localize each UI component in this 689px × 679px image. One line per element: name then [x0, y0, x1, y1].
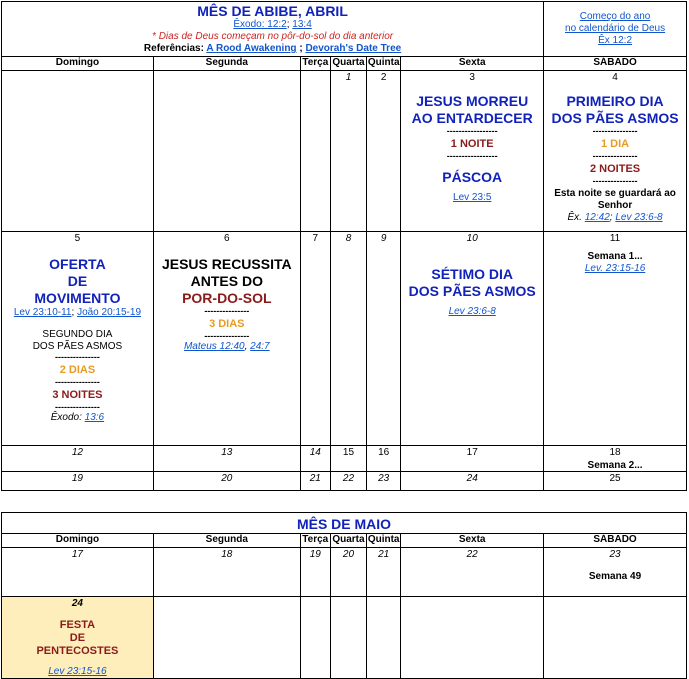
day-cell	[330, 446, 366, 472]
day-number: 19	[71, 473, 83, 484]
may-week-row-2	[2, 597, 687, 679]
day-cell-passover	[401, 71, 544, 232]
day-number: 16	[378, 447, 390, 458]
day-cell	[367, 232, 401, 446]
day-number: 24	[71, 598, 83, 609]
references	[2, 43, 543, 55]
divider: ---------------	[592, 126, 638, 136]
wave-offering-l1: OFERTA	[49, 256, 106, 272]
day-number: 2	[380, 72, 387, 83]
day-number: 17	[466, 447, 478, 458]
second-day-l2: DOS PÃES ASMOS	[32, 341, 123, 352]
day-number: 17	[71, 549, 83, 560]
weekday-monday: Segunda	[153, 57, 300, 71]
two-nights-label: 2 NOITES	[590, 163, 641, 175]
jesus-died-title-l2: AO ENTARDECER	[411, 110, 533, 126]
day-number: 4	[612, 72, 618, 83]
day-cell	[367, 446, 401, 472]
three-nights-label: 3 NOITES	[52, 389, 103, 401]
year-start-line2[interactable]: no calendário de Deus	[565, 23, 666, 34]
day-cell	[330, 71, 366, 232]
separator: ,	[244, 341, 251, 352]
day-cell	[300, 472, 330, 491]
april-header	[2, 2, 544, 57]
mateus-24-7-link[interactable]: 24:7	[250, 341, 270, 352]
day-number: 5	[74, 233, 81, 244]
april-calendar	[1, 1, 687, 491]
week-row-2	[2, 232, 687, 446]
day-number: 21	[378, 549, 390, 560]
wave-offering-l3: MOVIMENTO	[34, 290, 121, 306]
divider: ---------------	[592, 151, 638, 161]
week-2-label: Semana 2...	[587, 460, 643, 471]
pentecost-l1: FESTA	[59, 619, 96, 631]
exodus-lev-refs	[544, 212, 686, 224]
days-note: * Dias de Deus começam no pôr-do-sol do dia anterior	[152, 31, 394, 42]
day-number: 11	[609, 233, 621, 244]
day-cell	[401, 446, 544, 472]
may-week-row-1	[2, 548, 687, 597]
day-cell	[300, 446, 330, 472]
day-cell-week1	[544, 232, 687, 446]
seventh-day-l2: DOS PÃES ASMOS	[408, 283, 536, 299]
day-number: 6	[224, 233, 230, 244]
day-cell	[153, 472, 300, 491]
divider: ---------------	[204, 331, 250, 341]
one-day-label: 1 DIA	[601, 138, 630, 150]
day-cell-empty	[153, 71, 300, 232]
day-number: 14	[309, 447, 321, 458]
day-cell-first-unleavened	[544, 71, 687, 232]
resurrection-l3: POR-DO-SOL	[182, 290, 272, 306]
day-cell	[330, 232, 366, 446]
exodus-12-2-link[interactable]: Êxodo: 12:2	[233, 19, 287, 30]
day-cell	[330, 472, 366, 491]
day-cell	[401, 472, 544, 491]
april-exodus-ref	[2, 19, 543, 31]
mateus-12-40-link[interactable]: Mateus 12:40	[183, 341, 245, 352]
day-cell-empty	[330, 597, 366, 679]
resurrection-l1: JESUS RECUSSITA	[161, 256, 292, 272]
ref-prefix: Êx.	[567, 212, 585, 223]
week-row-4	[2, 472, 687, 491]
week-row-3	[2, 446, 687, 472]
divider: ---------------	[54, 352, 100, 362]
day-number: 21	[309, 473, 321, 484]
pentecost-l3: PENTECOSTES	[36, 645, 119, 657]
divider: ---------------	[54, 377, 100, 387]
day-cell-resurrection	[153, 232, 300, 446]
year-start-cell	[544, 2, 687, 57]
day-number: 18	[609, 447, 621, 458]
day-number: 24	[466, 473, 478, 484]
weekday-thursday: Quinta	[367, 534, 401, 548]
day-cell-week2	[544, 446, 687, 472]
lev-23-15-16-link[interactable]: Lev. 23:15-16	[584, 263, 646, 274]
day-number: 20	[221, 473, 233, 484]
lev-23-15-16-link[interactable]: Lev 23:15-16	[48, 666, 107, 677]
divider: -----------------	[446, 151, 498, 161]
may-header	[2, 513, 687, 534]
day-cell	[367, 71, 401, 232]
day-cell	[330, 548, 366, 597]
day-cell	[401, 548, 544, 597]
day-cell	[2, 472, 154, 491]
day-cell	[300, 232, 330, 446]
year-start-line1[interactable]: Começo do ano	[579, 11, 651, 22]
seventh-day-l1: SÉTIMO DIA	[431, 266, 514, 282]
day-cell	[153, 446, 300, 472]
day-cell-empty	[300, 71, 330, 232]
day-number: 23	[609, 549, 621, 560]
year-start-ref[interactable]: Êx 12:2	[598, 35, 633, 46]
day-number: 7	[312, 233, 319, 244]
day-cell-wave-offering	[2, 232, 154, 446]
day-number: 13	[221, 447, 233, 458]
resurrection-l2: ANTES DO	[190, 273, 263, 289]
pentecost-l2: DE	[69, 632, 86, 644]
exodus-13-4-link[interactable]: 13:4	[292, 19, 312, 30]
separator: ;	[286, 19, 293, 30]
week-49-label: Semana 49	[588, 571, 642, 582]
day-cell-empty	[2, 71, 154, 232]
weekday-saturday: SÁBADO	[544, 57, 687, 71]
rood-awakening-link[interactable]: A Rood Awakening	[206, 43, 297, 54]
may-title: MÊS DE MAIO	[296, 515, 392, 532]
day-number: 23	[378, 473, 390, 484]
weekday-sunday: Domingo	[2, 57, 154, 71]
day-cell	[2, 548, 154, 597]
separator: ;	[609, 212, 616, 223]
day-cell	[2, 446, 154, 472]
exodus-13-6-link[interactable]: 13:6	[84, 412, 105, 423]
day-cell	[153, 548, 300, 597]
april-title: MÊS DE ABIBE, ABRIL	[197, 3, 348, 19]
day-cell-empty	[300, 597, 330, 679]
separator: ;	[71, 307, 78, 318]
weekday-wednesday: Quarta	[330, 57, 366, 71]
day-number: 22	[342, 473, 355, 484]
day-number: 8	[345, 233, 352, 244]
weekday-saturday: SÁBADO	[544, 534, 687, 548]
weekday-tuesday: Terça	[300, 534, 330, 548]
joao-20-15-19-link[interactable]: João 20:15-19	[77, 307, 142, 318]
lev-23-10-11-link[interactable]: Lev 23:10-11	[13, 307, 72, 318]
lev-23-6-8-link[interactable]: Lev 23:6-8	[615, 212, 663, 223]
weekday-friday: Sexta	[401, 57, 544, 71]
day-number: 15	[342, 447, 355, 458]
jesus-died-title-l1: JESUS MORREU	[416, 93, 529, 109]
day-number: 3	[469, 72, 475, 83]
wave-offering-l2: DE	[67, 273, 88, 289]
exodus-12-42-link[interactable]: 12:42	[584, 212, 610, 223]
day-cell	[367, 472, 401, 491]
lev-23-5-link[interactable]: Lev 23:5	[453, 192, 492, 203]
week-row-1	[2, 71, 687, 232]
passover-label: PÁSCOA	[442, 169, 503, 185]
day-cell-empty	[153, 597, 300, 679]
weekday-wednesday: Quarta	[330, 534, 366, 548]
day-cell-week49	[544, 548, 687, 597]
day-number: 19	[309, 549, 321, 560]
week-1-label: Semana 1...	[587, 251, 643, 262]
devorah-date-tree-link[interactable]: Devorah's Date Tree	[305, 43, 402, 54]
night-kept-note: Esta noite se guardará ao Senhor	[554, 188, 676, 211]
day-cell	[300, 548, 330, 597]
weekday-tuesday: Terça	[300, 57, 330, 71]
weekday-sunday: Domingo	[2, 534, 154, 548]
day-number: 1	[345, 72, 352, 83]
three-days-label: 3 DIAS	[209, 318, 245, 330]
day-cell-seventh-unleavened	[401, 232, 544, 446]
day-cell-empty	[367, 597, 401, 679]
day-number: 9	[380, 233, 387, 244]
day-number: 22	[466, 549, 478, 560]
weekday-thursday: Quinta	[367, 57, 401, 71]
may-calendar	[1, 512, 687, 679]
second-day-l1: SEGUNDO DIA	[42, 329, 113, 340]
references-label: Referências:	[143, 43, 207, 54]
day-number: 18	[221, 549, 233, 560]
day-cell-empty	[401, 597, 544, 679]
separator: ;	[296, 43, 306, 54]
one-night-label: 1 NOITE	[450, 138, 494, 150]
divider: ---------------	[54, 402, 100, 412]
weekday-monday: Segunda	[153, 534, 300, 548]
first-day-title-l2: DOS PÃES ASMOS	[551, 110, 679, 126]
day-cell	[544, 472, 687, 491]
weekday-friday: Sexta	[401, 534, 544, 548]
divider: -----------------	[446, 126, 498, 136]
ref-prefix: Êxodo:	[50, 412, 85, 423]
day-cell-pentecost	[2, 597, 154, 679]
lev-23-6-8-link[interactable]: Lev 23:6-8	[448, 306, 496, 317]
exodus-13-6-ref	[2, 412, 153, 424]
day-cell-empty	[544, 597, 687, 679]
two-days-label: 2 DIAS	[59, 364, 96, 376]
first-day-title-l1: PRIMEIRO DIA	[566, 93, 664, 109]
day-number: 25	[609, 473, 621, 484]
divider: ---------------	[204, 306, 250, 316]
weekday-header-row	[2, 534, 687, 548]
weekday-header-row	[2, 57, 687, 71]
day-cell	[367, 548, 401, 597]
day-number: 20	[342, 549, 355, 560]
day-number: 12	[71, 447, 83, 458]
day-number: 10	[466, 233, 478, 244]
divider: ---------------	[592, 176, 638, 186]
